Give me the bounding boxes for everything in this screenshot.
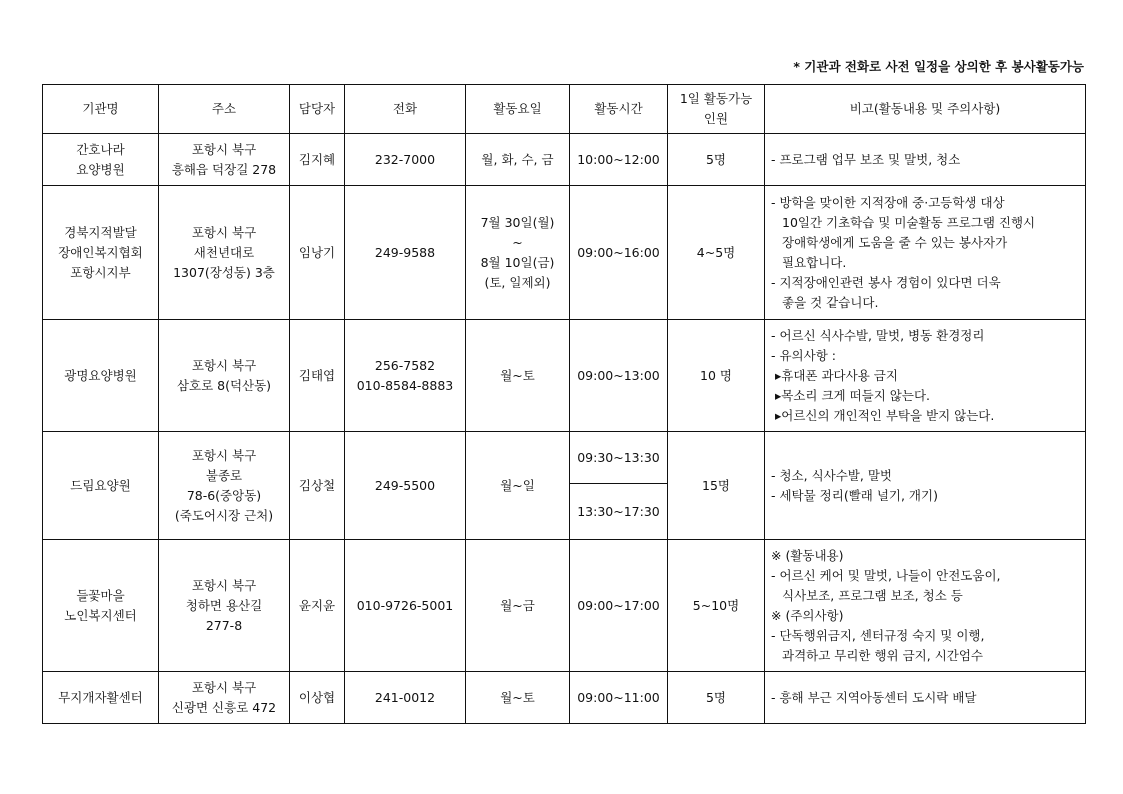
address-line: 신광면 신흥로 472 [171, 699, 277, 715]
manager-cell: 김지혜 [290, 134, 345, 186]
capacity-cell: 5명 [668, 672, 765, 724]
days-cell [466, 134, 570, 186]
time-cell: 09:00~17:00 [570, 540, 668, 672]
remarks-line: - 어르신 식사수발, 말벗, 병동 환경정리 [771, 327, 985, 343]
manager-cell: 김상철 [290, 432, 345, 540]
org-line: 장애인복지협회 [58, 244, 143, 260]
phone-cell [345, 320, 466, 432]
remarks-line: ▸목소리 크게 떠들지 않는다. [775, 387, 930, 403]
days-cell [466, 672, 570, 724]
org-line: 경북지적발달 [64, 224, 137, 240]
address-line: 포항시 북구 [191, 679, 257, 695]
address-line: 포항시 북구 [191, 447, 257, 463]
remarks-line: - 지적장애인관련 봉사 경험이 있다면 더욱 [771, 274, 1001, 290]
table-row [43, 320, 1086, 432]
days-line: 월~금 [500, 597, 535, 613]
header-time: 활동시간 [570, 85, 668, 134]
days-line: ~ [512, 234, 523, 250]
remarks-line: - 프로그램 업무 보조 및 말벗, 청소 [771, 151, 961, 167]
remarks-cell [765, 540, 1086, 672]
header-capacity-line2: 인원 [703, 111, 729, 126]
manager-cell: 임낭기 [290, 186, 345, 320]
days-line: 월~일 [500, 477, 535, 493]
remarks-line: 좋을 것 같습니다. [782, 294, 879, 310]
phone-line: 010-8584-8883 [356, 377, 454, 393]
header-row [43, 85, 1086, 134]
days-line: 월~토 [500, 367, 535, 383]
address-cell [159, 186, 290, 320]
header-address: 주소 [159, 85, 290, 134]
phone-line: 249-9588 [374, 244, 436, 260]
capacity-cell: 4~5명 [668, 186, 765, 320]
header-capacity-line1: 1일 활동가능 [679, 91, 753, 106]
phone-line: 232-7000 [374, 151, 436, 167]
remarks-line: 10일간 기초학습 및 미술활동 프로그램 진행시 [782, 214, 1036, 230]
org-line: 포항시지부 [70, 264, 131, 280]
phone-line: 256-7582 [374, 357, 436, 373]
days-cell [466, 432, 570, 540]
header-remarks: 비고(활동내용 및 주의사항) [765, 85, 1086, 134]
phone-cell [345, 432, 466, 540]
remarks-cell [765, 320, 1086, 432]
remarks-line: - 단독행위금지, 센터규정 숙지 및 이행, [771, 627, 985, 643]
remarks-line: ▸휴대폰 과다사용 금지 [775, 367, 898, 383]
address-line: 78-6(중앙동) [186, 487, 262, 503]
address-cell [159, 540, 290, 672]
manager-cell: 윤지윤 [290, 540, 345, 672]
time-cell: 09:00~16:00 [570, 186, 668, 320]
time-cell-afternoon: 13:30~17:30 [570, 484, 668, 540]
manager-cell: 이상협 [290, 672, 345, 724]
manager-cell: 김태엽 [290, 320, 345, 432]
header-days: 활동요일 [466, 85, 570, 134]
org-cell [43, 186, 159, 320]
capacity-cell: 5~10명 [668, 540, 765, 672]
org-line: 들꽃마을 [76, 587, 125, 603]
phone-cell [345, 540, 466, 672]
address-line: 청하면 용산길 [185, 597, 263, 613]
capacity-cell: 10 명 [668, 320, 765, 432]
remarks-cell [765, 432, 1086, 540]
org-line: 드림요양원 [70, 477, 131, 493]
remarks-line: 식사보조, 프로그램 보조, 청소 등 [782, 587, 963, 603]
address-cell [159, 432, 290, 540]
time-cell: 10:00~12:00 [570, 134, 668, 186]
address-line: (죽도어시장 근처) [174, 507, 274, 523]
org-cell [43, 320, 159, 432]
table-row [43, 672, 1086, 724]
remarks-line: 장애학생에게 도움을 줄 수 있는 봉사자가 [782, 234, 1008, 250]
address-cell [159, 672, 290, 724]
address-cell [159, 134, 290, 186]
phone-line: 241-0012 [374, 689, 436, 705]
days-line: 월~토 [500, 689, 535, 705]
capacity-cell: 15명 [668, 432, 765, 540]
phone-line: 010-9726-5001 [356, 597, 454, 613]
table-row [43, 432, 1086, 484]
remarks-line: ▸어르신의 개인적인 부탁을 받지 않는다. [775, 407, 995, 423]
remarks-cell [765, 672, 1086, 724]
phone-cell [345, 134, 466, 186]
days-cell [466, 540, 570, 672]
header-capacity [668, 85, 765, 134]
capacity-cell: 5명 [668, 134, 765, 186]
top-note: * 기관과 전화로 사전 일정을 상의한 후 봉사활동가능 [793, 59, 1084, 74]
org-line: 요양병원 [76, 161, 125, 177]
table-row [43, 134, 1086, 186]
org-cell [43, 672, 159, 724]
address-line: 새천년대로 [193, 244, 255, 260]
days-line: (토, 일제외) [484, 274, 551, 290]
org-line: 간호나라 [76, 141, 125, 157]
org-cell [43, 432, 159, 540]
org-line: 노인복지센터 [64, 607, 137, 623]
days-line: 월, 화, 수, 금 [481, 151, 554, 167]
org-cell [43, 540, 159, 672]
org-cell [43, 134, 159, 186]
address-line: 삼호로 8(덕산동) [176, 377, 272, 393]
remarks-line: - 세탁물 정리(빨래 널기, 개기) [771, 487, 938, 503]
address-line: 1307(장성동) 3층 [173, 264, 275, 280]
table-row [43, 540, 1086, 672]
org-line: 광명요양병원 [64, 367, 137, 383]
remarks-cell [765, 134, 1086, 186]
phone-cell [345, 186, 466, 320]
days-cell [466, 320, 570, 432]
table-row [43, 186, 1086, 320]
address-line: 포항시 북구 [191, 577, 257, 593]
phone-line: 249-5500 [374, 477, 436, 493]
address-line: 포항시 북구 [191, 224, 257, 240]
header-org: 기관명 [43, 85, 159, 134]
remarks-line: - 유의사항 : [771, 347, 836, 363]
remarks-line: - 청소, 식사수발, 말벗 [771, 467, 892, 483]
time-cell-morning: 09:30~13:30 [570, 432, 668, 484]
header-manager: 담당자 [290, 85, 345, 134]
header-phone: 전화 [345, 85, 466, 134]
remarks-line: 필요합니다. [782, 254, 847, 270]
org-line: 무지개자활센터 [58, 689, 143, 705]
address-line: 흥해읍 덕장길 278 [171, 161, 277, 177]
time-cell: 09:00~11:00 [570, 672, 668, 724]
remarks-line: - 방학을 맞이한 지적장애 중·고등학생 대상 [771, 194, 1005, 210]
remarks-line: 과격하고 무리한 행위 금지, 시간엄수 [782, 647, 983, 663]
remarks-cell [765, 186, 1086, 320]
days-line: 7월 30일(월) [480, 214, 555, 230]
days-cell [466, 186, 570, 320]
volunteer-table [42, 84, 1086, 724]
days-line: 8월 10일(금) [480, 254, 555, 270]
address-line: 277-8 [205, 617, 243, 633]
address-cell [159, 320, 290, 432]
remarks-line: - 어르신 케어 및 말벗, 나들이 안전도움이, [771, 567, 1001, 583]
phone-cell [345, 672, 466, 724]
remarks-line: ※ (활동내용) [771, 547, 844, 563]
time-cell: 09:00~13:00 [570, 320, 668, 432]
address-line: 포항시 북구 [191, 357, 257, 373]
remarks-line: - 흥해 부근 지역아동센터 도시락 배달 [771, 689, 977, 705]
address-line: 포항시 북구 [191, 141, 257, 157]
address-line: 불종로 [205, 467, 243, 483]
remarks-line: ※ (주의사항) [771, 607, 844, 623]
